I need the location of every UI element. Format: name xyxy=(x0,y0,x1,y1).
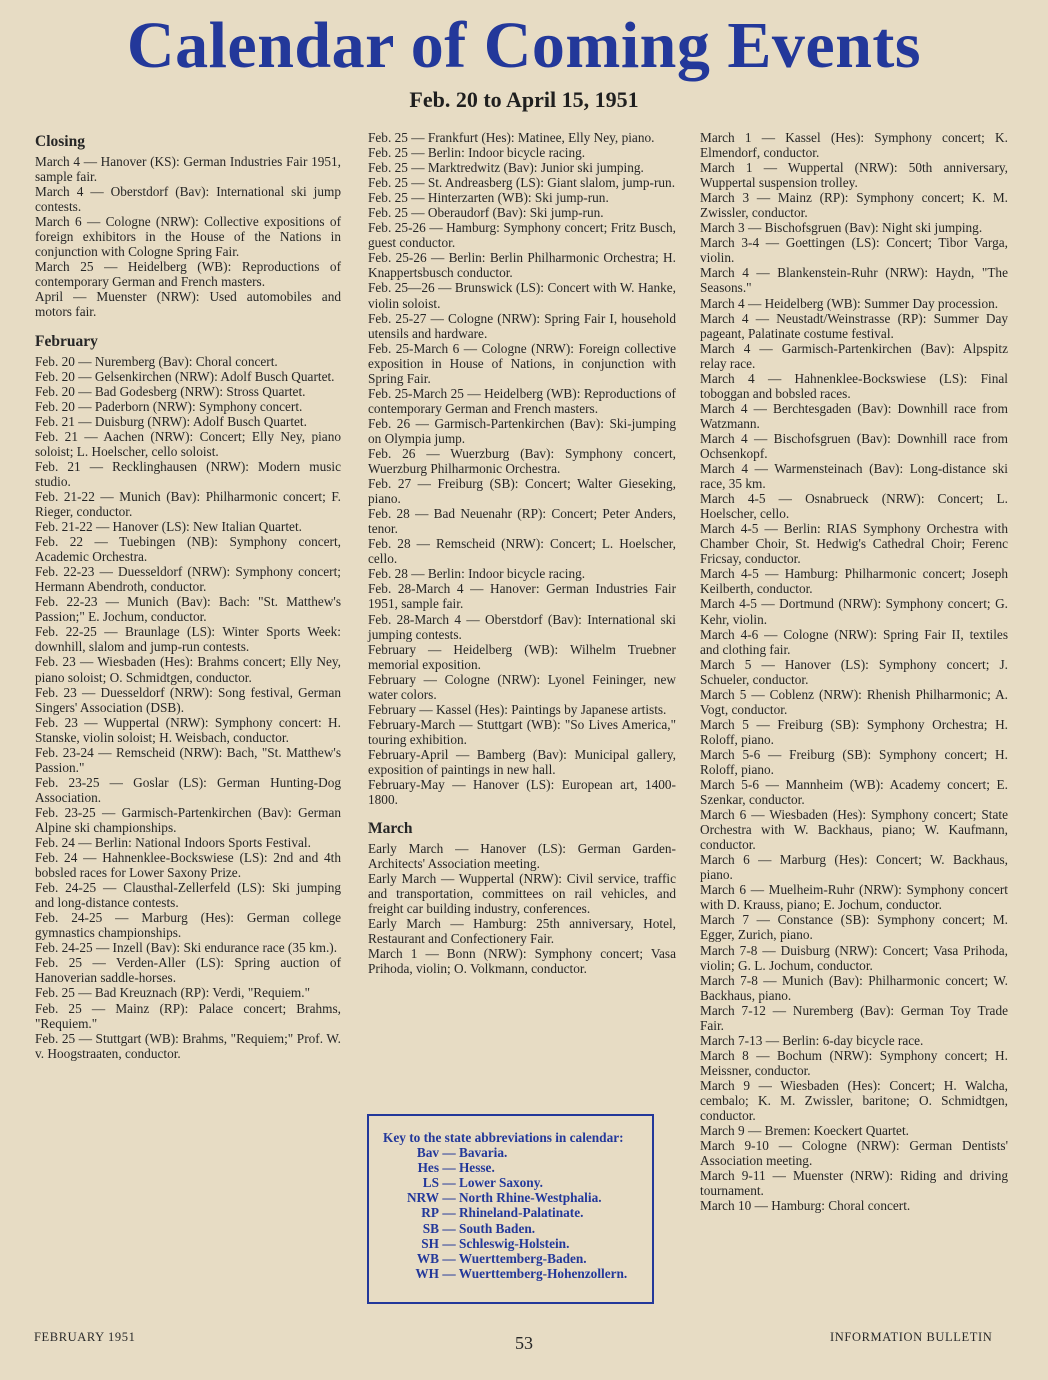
footer-date: FEBRUARY 1951 xyxy=(34,1330,136,1344)
event-entry: Feb. 21 — Recklinghausen (NRW): Modern music studio. xyxy=(35,458,341,489)
event-entry: February — Cologne (NRW): Lyonel Feininger, new water colors. xyxy=(368,671,676,702)
event-entry: Feb. 23 — Wuppertal (NRW): Symphony concert: H. Stanske, violin soloist; H. Weisbach, conductor. xyxy=(35,714,341,745)
key-state-name: Rhineland-Palatinate. xyxy=(458,1205,584,1221)
event-entry: Feb. 21 — Aachen (NRW): Concert; Elly Ney, piano soloist; L. Hoelscher, cello soloist. xyxy=(35,428,341,459)
key-state-name: Wuerttemberg-Hohenzollern. xyxy=(458,1265,628,1281)
event-entry: Feb. 28-March 4 — Hanover: German Industries Fair 1951, sample fair. xyxy=(368,581,676,612)
event-entry: Feb. 23-25 — Goslar (LS): German Hunting-Dog Association. xyxy=(35,774,341,805)
event-entry: March 5 — Hanover (LS): Symphony concert; J. Schueler, conductor. xyxy=(700,656,1008,687)
event-entry: March 9 — Wiesbaden (Hes): Concert; H. Walcha, cembalo; K. M. Zwissler, baritone; O. Schmidtgen, conductor. xyxy=(700,1077,1008,1124)
event-entry: Feb. 25 — Frankfurt (Hes): Matinee, Elly Ney, piano. xyxy=(368,130,655,145)
event-entry: March 7-12 — Nuremberg (Bav): German Toy Trade Fair. xyxy=(700,1002,1008,1033)
key-state-name: Wuerttemberg-Baden. xyxy=(458,1250,587,1266)
event-entry: March 7-13 — Berlin: 6-day bicycle race. xyxy=(700,1032,924,1048)
event-entry: March 25 — Heidelberg (WB): Reproductions of contemporary German and French masters. xyxy=(35,259,341,290)
event-entry: March 4 — Hanover (KS): German Industries Fair 1951, sample fair. xyxy=(35,154,341,185)
date-range-subtitle: Feb. 20 to April 15, 1951 xyxy=(409,87,639,112)
event-entry: Feb. 21-22 — Munich (Bav): Philharmonic concert; F. Rieger, conductor. xyxy=(35,488,341,519)
event-entry: Feb. 26 — Wuerzburg (Bav): Symphony concert, Wuerzburg Philharmonic Orchestra. xyxy=(368,445,676,477)
event-entry: Feb. 25-March 25 — Heidelberg (WB): Reproductions of contemporary German and French masters. xyxy=(368,385,676,416)
section-heading-february: February xyxy=(35,332,98,350)
event-entry: March 5 — Freiburg (SB): Symphony Orchestra; H. Roloff, piano. xyxy=(700,716,1008,747)
event-entry: March 4-5 — Osnabrueck (NRW): Concert; L. Hoelscher, cello. xyxy=(700,491,1008,522)
key-abbreviation: SB xyxy=(422,1220,439,1236)
event-entry: March 3-4 — Goettingen (LS): Concert; Tibor Varga, violin. xyxy=(700,235,1008,266)
event-entry: March 4 — Neustadt/Weinstrasse (RP): Summer Day pageant, Palatinate costume festival. xyxy=(700,310,1008,341)
event-entry: March 4 — Berchtesgaden (Bav): Downhill race from Watzmann. xyxy=(700,400,1008,431)
key-state-name: Lower Saxony. xyxy=(458,1175,543,1191)
event-entry: Feb. 25 — Bad Kreuznach (RP): Verdi, "Requiem." xyxy=(35,985,311,1001)
event-entry: Feb. 22-25 — Braunlage (LS): Winter Sports Week: downhill, slalom and jump-run contests. xyxy=(35,624,341,655)
key-abbreviation: LS xyxy=(422,1175,439,1191)
key-abbreviation: SH xyxy=(421,1235,439,1251)
key-abbreviation: RP xyxy=(421,1205,439,1221)
key-abbreviation: Hes xyxy=(417,1160,439,1176)
event-entry: March 4 — Bischofsgruen (Bav): Downhill race from Ochsenkopf. xyxy=(700,430,1008,461)
event-entry: February — Heidelberg (WB): Wilhelm Truebner memorial exposition. xyxy=(368,641,676,672)
key-row: NRW — North Rhine-Westphalia. xyxy=(383,1190,642,1205)
event-entry: March 6 — Marburg (Hes): Concert; W. Backhaus, piano. xyxy=(700,852,1008,883)
february-continued-list xyxy=(368,130,676,807)
footer-publication: INFORMATION BULLETIN xyxy=(830,1330,993,1344)
event-entry: March 4-5 — Dortmund (NRW): Symphony concert; G. Kehr, violin. xyxy=(700,596,1008,627)
key-state-name: Hesse. xyxy=(458,1160,495,1176)
event-entry: Feb. 25 — Hinterzarten (WB): Ski jump-run. xyxy=(368,190,609,206)
event-entry: Feb. 25 — St. Andreasberg (LS): Giant slalom, jump-run. xyxy=(368,175,676,191)
event-entry: Feb. 24 — Berlin: National Indoors Sports Festival. xyxy=(35,835,311,851)
event-entry: Feb. 25-26 — Hamburg: Symphony concert; Fritz Busch, guest conductor. xyxy=(368,220,676,251)
key-title: Key to the state abbreviations in calendar: xyxy=(383,1130,624,1145)
key-row: SH — Schleswig-Holstein. xyxy=(383,1236,642,1251)
event-entry: Feb. 25 — Marktredwitz (Bav): Junior ski jumping. xyxy=(368,160,644,176)
event-entry: March 4 — Blankenstein-Ruhr (NRW): Haydn, "The Seasons." xyxy=(700,265,1008,296)
event-entry: March 4 — Oberstdorf (Bav): International ski jump contests. xyxy=(35,184,341,215)
event-entry: March 4-5 — Berlin: RIAS Symphony Orchestra with Chamber Choir, St. Hedwig's Cathedral Choir; Ferenc Fricsay, conductor. xyxy=(700,521,1008,567)
event-entry: March 4 — Garmisch-Partenkirchen (Bav): Alpspitz relay race. xyxy=(700,340,1008,371)
key-rows xyxy=(383,1145,642,1281)
key-state-name: Schleswig-Holstein. xyxy=(458,1235,570,1251)
event-entry: March 3 — Mainz (RP): Symphony concert; K. M. Zwissler, conductor. xyxy=(700,190,1008,221)
event-entry: Feb. 28 — Remscheid (NRW): Concert; L. Hoelscher, cello. xyxy=(368,536,676,567)
event-entry: Feb. 20 — Nuremberg (Bav): Choral concert. xyxy=(35,353,278,369)
event-entry: Feb. 23 — Duesseldorf (NRW): Song festival, German Singers' Association (DSB). xyxy=(35,684,341,715)
event-entry: Feb. 25-27 — Cologne (NRW): Spring Fair I, household utensils and hardware. xyxy=(368,310,676,341)
event-entry: March 7-8 — Munich (Bav): Philharmonic concert; W. Backhaus, piano. xyxy=(700,972,1008,1003)
key-row: RP — Rhineland-Palatinate. xyxy=(383,1205,642,1220)
event-entry: March 7 — Constance (SB): Symphony concert; M. Egger, Zurich, piano. xyxy=(700,912,1008,943)
event-entry: Feb. 20 — Paderborn (NRW): Symphony concert. xyxy=(35,398,303,414)
event-entry: Feb. 28-March 4 — Oberstdorf (Bav): International ski jumping contests. xyxy=(368,611,676,642)
event-entry: Feb. 21 — Duisburg (NRW): Adolf Busch Quartet. xyxy=(35,413,307,429)
event-entry: Feb. 24-25 — Clausthal-Zellerfeld (LS): Ski jumping and long-distance contests. xyxy=(35,880,341,911)
event-entry: March 6 — Cologne (NRW): Collective expositions of foreign exhibitors in the House of the Nations in conjunction with Cologne Spring Fair. xyxy=(35,214,341,260)
event-entry: Feb. 24 — Hahnenklee-Bockswiese (LS): 2nd and 4th bobsled races for Lower Saxony Prize. xyxy=(35,850,341,881)
event-entry: February-May — Hanover (LS): European art, 1400-1800. xyxy=(368,777,676,808)
event-entry: Feb. 24-25 — Marburg (Hes): German college gymnastics championships. xyxy=(35,910,341,941)
event-entry: Feb. 28 — Bad Neuenahr (RP): Concert; Peter Anders, tenor. xyxy=(368,506,676,537)
column-3 xyxy=(700,130,1008,1213)
event-entry: Feb. 27 — Freiburg (SB): Concert; Walter Gieseking, piano. xyxy=(368,476,676,507)
section-heading-closing: Closing xyxy=(35,133,85,150)
event-entry: March 9-10 — Cologne (NRW): German Dentists' Association meeting. xyxy=(700,1138,1008,1169)
event-entry: March 6 — Muelheim-Ruhr (NRW): Symphony concert with D. Krauss, piano; E. Jochum, conductor. xyxy=(700,882,1008,913)
event-entry: Feb. 23 — Wiesbaden (Hes): Brahms concert; Elly Ney, piano soloist; O. Schmidtgen, conductor. xyxy=(35,654,341,685)
event-entry: March 4 — Heidelberg (WB): Summer Day procession. xyxy=(700,295,999,311)
event-entry: March 1 — Kassel (Hes): Symphony concert; K. Elmendorf, conductor. xyxy=(700,130,1008,161)
event-entry: March 4-5 — Hamburg: Philharmonic concert; Joseph Keilberth, conductor. xyxy=(700,566,1008,597)
closing-list xyxy=(35,154,341,320)
event-entry: March 9-11 — Muenster (NRW): Riding and driving tournament. xyxy=(700,1168,1008,1199)
event-entry: Feb. 24-25 — Inzell (Bav): Ski endurance race (35 km.). xyxy=(35,940,338,956)
event-entry: Early March — Hanover (LS): German Garden-Architects' Association meeting. xyxy=(368,841,676,872)
event-entry: Feb. 25 — Verden-Aller (LS): Spring auction of Hanoverian saddle-horses. xyxy=(35,955,341,986)
event-entry: March 5-6 — Mannheim (WB): Academy concert; E. Szenkar, conductor. xyxy=(700,777,1008,808)
event-entry: March 3 — Bischofsgruen (Bav): Night ski jumping. xyxy=(700,220,983,236)
key-row: Bav — Bavaria. xyxy=(383,1145,642,1160)
column-1 xyxy=(35,130,341,1061)
page-title: Calendar of Coming Events xyxy=(126,9,922,82)
key-state-name: Bavaria. xyxy=(458,1145,508,1161)
event-entry: March 6 — Wiesbaden (Hes): Symphony concert; State Orchestra with W. Backhaus, piano; W. Kaufmann, conductor. xyxy=(700,807,1008,853)
event-entry: March 5-6 — Freiburg (SB): Symphony concert; H. Roloff, piano. xyxy=(700,746,1008,777)
event-entry: Feb. 25—26 — Brunswick (LS): Concert with W. Hanke, violin soloist. xyxy=(368,280,676,311)
event-entry: February-March — Stuttgart (WB): "So Lives America," touring exhibition. xyxy=(368,716,676,747)
key-abbreviation: WB xyxy=(416,1250,439,1266)
event-entry: March 8 — Bochum (NRW): Symphony concert; H. Meissner, conductor. xyxy=(700,1047,1008,1078)
key-abbreviation: NRW xyxy=(406,1190,439,1206)
event-entry: March 1 — Wuppertal (NRW): 50th anniversary, Wuppertal suspension trolley. xyxy=(700,160,1008,191)
event-entry: Feb. 22-23 — Munich (Bav): Bach: "St. Matthew's Passion;" E. Jochum, conductor. xyxy=(35,594,341,625)
key-row: Hes — Hesse. xyxy=(383,1160,642,1175)
state-abbreviation-key xyxy=(367,1114,654,1304)
key-row: LS — Lower Saxony. xyxy=(383,1175,642,1190)
event-entry: Feb. 21-22 — Hanover (LS): New Italian Quartet. xyxy=(35,519,302,535)
event-entry: Early March — Hamburg: 25th anniversary, Hotel, Restaurant and Confectionery Fair. xyxy=(368,916,676,947)
event-entry: Feb. 26 — Garmisch-Partenkirchen (Bav): Ski-jumping on Olympia jump. xyxy=(368,415,676,446)
event-entry: Feb. 25 — Mainz (RP): Palace concert; Brahms, "Requiem." xyxy=(35,1000,341,1031)
event-entry: March 4-6 — Cologne (NRW): Spring Fair II, textiles and clothing fair. xyxy=(700,626,1008,657)
event-entry: Feb. 22 — Tuebingen (NB): Symphony concert, Academic Orchestra. xyxy=(35,534,341,565)
event-entry: March 5 — Coblenz (NRW): Rhenish Philharmonic; A. Vogt, conductor. xyxy=(700,686,1008,717)
key-state-name: North Rhine-Westphalia. xyxy=(458,1190,602,1206)
column-2 xyxy=(368,130,676,977)
event-entry: March 9 — Bremen: Koeckert Quartet. xyxy=(700,1123,909,1139)
event-entry: Feb. 25-March 6 — Cologne (NRW): Foreign collective exposition in House of Nations, in conjunction with Spring Fair. xyxy=(368,340,676,386)
event-entry: February-April — Bamberg (Bav): Municipal gallery, exposition of paintings in new hall. xyxy=(368,746,676,777)
event-entry: March 10 — Hamburg: Choral concert. xyxy=(700,1198,911,1214)
key-row: SB — South Baden. xyxy=(383,1221,642,1236)
event-entry: Feb. 25 — Oberaudorf (Bav): Ski jump-run. xyxy=(368,205,604,221)
event-entry: Feb. 20 — Gelsenkirchen (NRW): Adolf Busch Quartet. xyxy=(35,368,335,384)
event-entry: Early March — Wuppertal (NRW): Civil service, traffic and transportation, committees on rail vehicles, and freight car building industry, conferences. xyxy=(368,871,676,917)
event-entry: Feb. 20 — Bad Godesberg (NRW): Stross Quartet. xyxy=(35,383,306,399)
event-entry: February — Kassel (Hes): Paintings by Japanese artists. xyxy=(368,701,667,717)
march-continued-list xyxy=(700,130,1008,1213)
event-entry: Feb. 25-26 — Berlin: Berlin Philharmonic Orchestra; H. Knappertsbusch conductor. xyxy=(368,250,676,281)
event-entry: Feb. 23-24 — Remscheid (NRW): Bach, "St. Matthew's Passion." xyxy=(35,744,341,775)
key-row: WB — Wuerttemberg-Baden. xyxy=(383,1251,642,1266)
section-heading-march: March xyxy=(368,820,413,838)
event-entry: March 4 — Warmensteinach (Bav): Long-distance ski race, 35 km. xyxy=(700,461,1008,492)
event-entry: March 7-8 — Duisburg (NRW): Concert; Vasa Prihoda, violin; G. L. Jochum, conductor. xyxy=(700,942,1008,973)
key-abbreviation: Bav xyxy=(416,1145,439,1161)
event-entry: March 4 — Hahnenklee-Bockswiese (LS): Final toboggan and bobsled races. xyxy=(700,370,1008,401)
event-entry: Feb. 28 — Berlin: Indoor bicycle racing. xyxy=(368,566,586,582)
page-number: 53 xyxy=(515,1333,533,1353)
march-list xyxy=(368,841,676,976)
key-abbreviation: WH xyxy=(415,1265,439,1281)
event-entry: Feb. 23-25 — Garmisch-Partenkirchen (Bav): German Alpine ski championships. xyxy=(35,804,341,835)
event-entry: April — Muenster (NRW): Used automobiles and motors fair. xyxy=(35,289,341,320)
february-list xyxy=(35,354,341,1061)
event-entry: Feb. 25 — Stuttgart (WB): Brahms, "Requiem;" Prof. W. v. Hoogstraaten, conductor. xyxy=(35,1030,341,1061)
event-entry: Feb. 25 — Berlin: Indoor bicycle racing. xyxy=(368,145,586,161)
key-row: WH — Wuerttemberg-Hohenzollern. xyxy=(383,1266,642,1281)
key-state-name: South Baden. xyxy=(458,1220,536,1236)
event-entry: March 1 — Bonn (NRW): Symphony concert; Vasa Prihoda, violin; O. Volkmann, conductor. xyxy=(368,946,676,977)
event-entry: Feb. 22-23 — Duesseldorf (NRW): Symphony concert; Hermann Abendroth, conductor. xyxy=(35,564,341,595)
